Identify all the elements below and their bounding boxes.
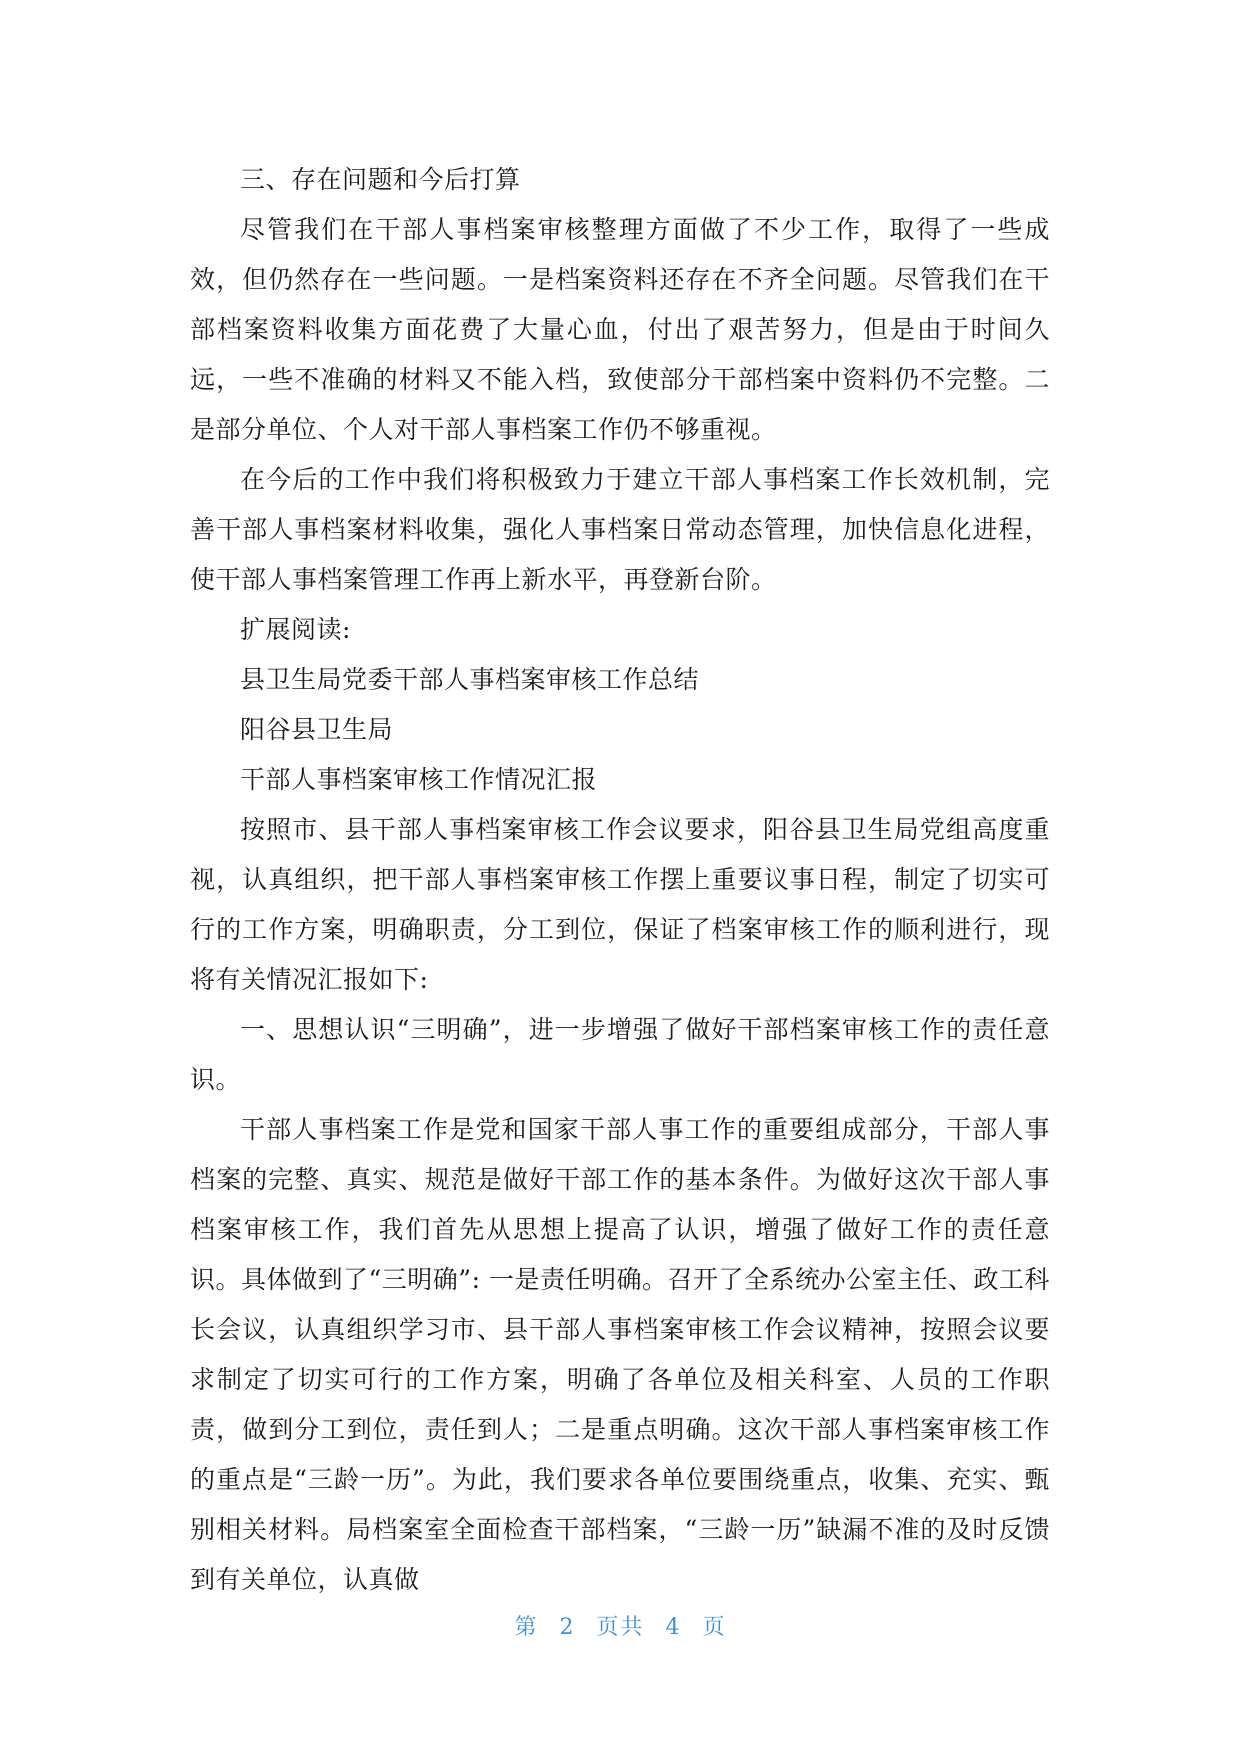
extended-organization: 阳谷县卫生局 <box>240 715 394 744</box>
extended-reading-label: 扩展阅读: <box>240 615 351 644</box>
section-heading-problems: 三、存在问题和今后打算 <box>240 165 521 194</box>
paragraph-future-plans: 在今后的工作中我们将积极致力于建立干部人事档案工作长效机制，完善干部人事档案材料收集，强化人事档案日常动态管理，加快信息化进程，使干部人事档案管理工作再上新水平，再登新台阶。 <box>190 465 1050 594</box>
footer-prefix: 第 <box>514 1615 539 1640</box>
paragraph-awareness: 干部人事档案工作是党和国家干部人事工作的重要组成部分，干部人事档案的完整、真实、规范是做好干部工作的基本条件。为做好这次干部人事档案审核工作，我们首先从思想上提高了认识，增强了做好工作的责任意识。具体做到了“三明确”: 一是责任明确。召开了全系统办公室主任、政工科长会议，认真组织学习市、县干部人事档案审核工作会议精神，按照会议要求制定了切实可行的工作方案，明确了各单位及相关科室、人员的工作职责，做到分工到位，责任到人；二是重点明确。这次干部人事档案审核工作的重点是“三龄一历”。为此，我们要求各单位要围绕重点，收集、充实、甄别相关材料。局档案室全面检查干部档案，“三龄一历”缺漏不准的及时反馈到有关单位，认真做 <box>190 1115 1050 1594</box>
footer-total-pages: 4 <box>665 1615 682 1640</box>
footer-current-page: 2 <box>559 1615 576 1640</box>
footer-mid: 页共 <box>596 1615 645 1640</box>
footer-suffix: 页 <box>702 1615 727 1640</box>
page-footer <box>0 1610 1241 1641</box>
paragraph-intro: 按照市、县干部人事档案审核工作会议要求，阳谷县卫生局党组高度重视，认真组织，把干部人事档案审核工作摆上重要议事日程，制定了切实可行的工作方案，明确职责，分工到位，保证了档案审核工作的顺利进行，现将有关情况汇报如下: <box>190 815 1050 994</box>
extended-report-title: 干部人事档案审核工作情况汇报 <box>240 765 598 794</box>
extended-title: 县卫生局党委干部人事档案审核工作总结 <box>240 665 700 694</box>
section-heading-awareness: 一、思想认识“三明确”，进一步增强了做好干部档案审核工作的责任意识。 <box>190 1015 1050 1094</box>
paragraph-problems: 尽管我们在干部人事档案审核整理方面做了不少工作，取得了一些成效，但仍然存在一些问题。一是档案资料还存在不齐全问题。尽管我们在干部档案资料收集方面花费了大量心血，付出了艰苦努力，但是由于时间久远，一些不准确的材料又不能入档，致使部分干部档案中资料仍不完整。二是部分单位、个人对干部人事档案工作仍不够重视。 <box>190 215 1050 444</box>
document-body <box>190 155 1050 1605</box>
